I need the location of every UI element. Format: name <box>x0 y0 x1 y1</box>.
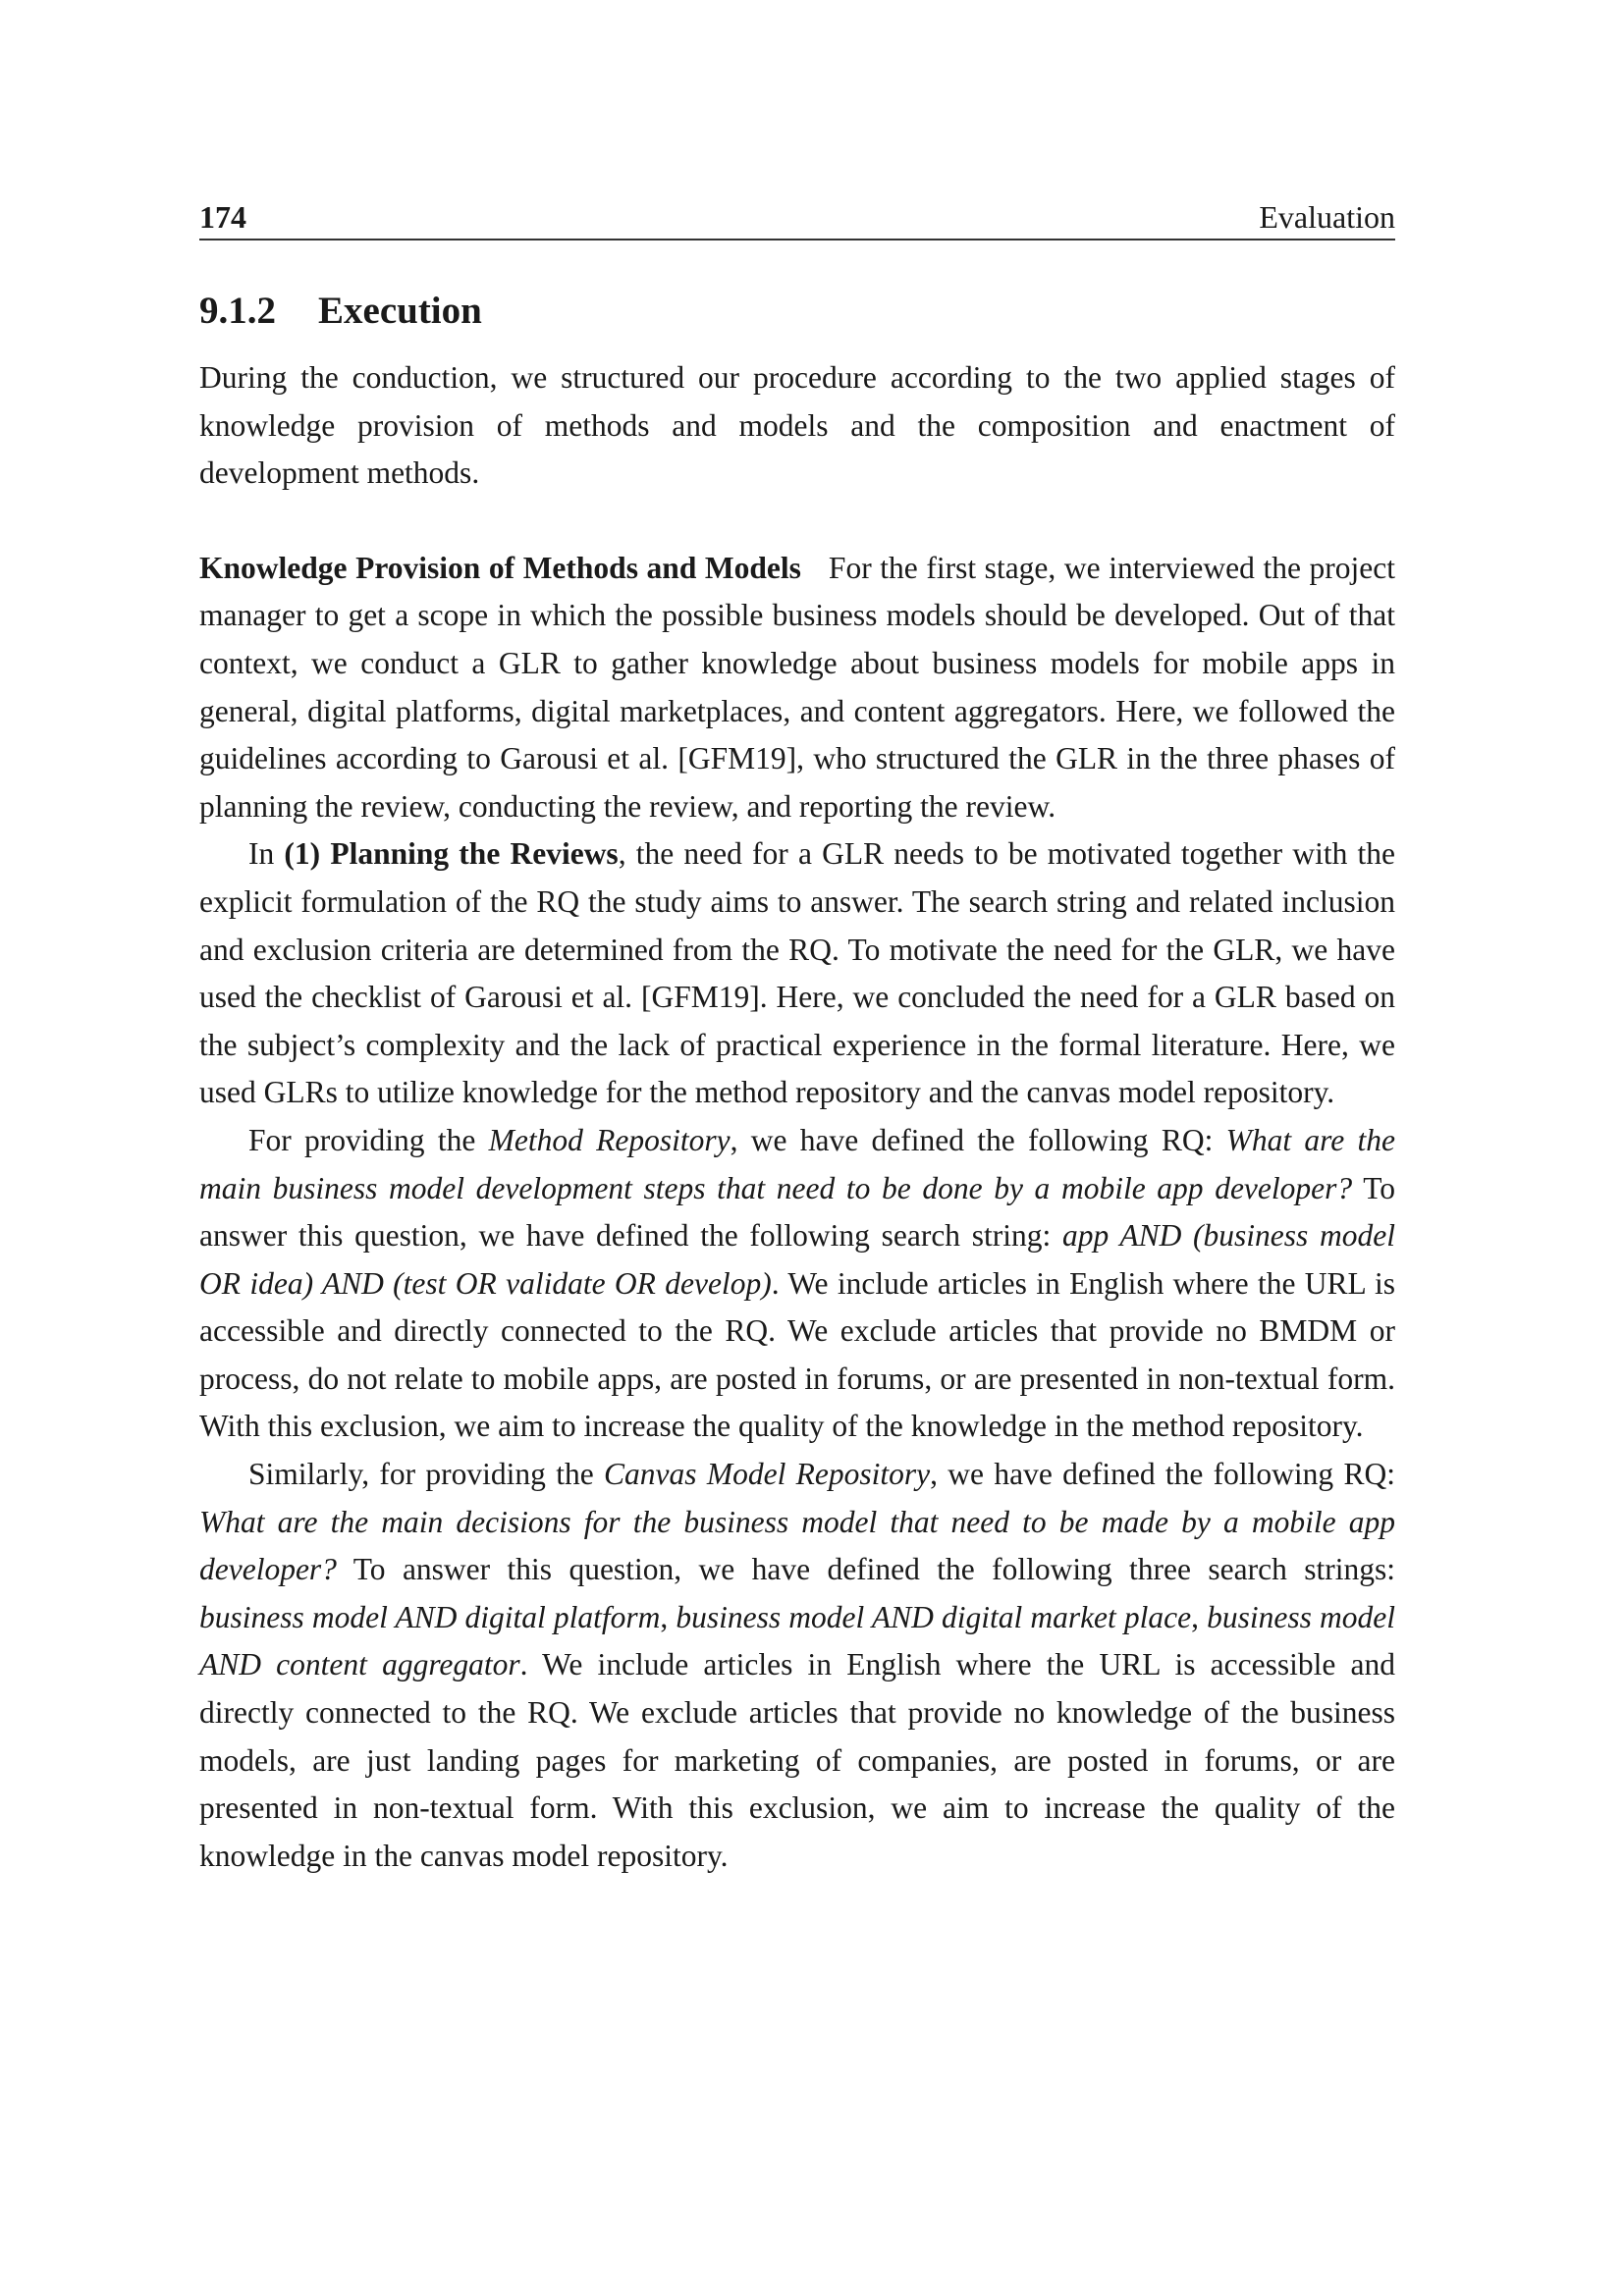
method-search-string: app AND (business model OR idea) AND (test OR validate OR develop) <box>199 1218 1395 1301</box>
canvas-search-string-1: business model AND digital platform <box>199 1599 661 1634</box>
page-content <box>199 191 1395 1880</box>
method-research-question: What are the main business model development steps that need to be done by a mobile app developer? <box>199 1122 1395 1205</box>
page-number: 174 <box>199 199 246 235</box>
intro-paragraph: During the conduction, we structured our procedure according to the two applied stages of knowledge provision of methods and models and the composition and enactment of development methods. <box>199 360 1395 491</box>
section-heading <box>199 287 1395 336</box>
canvas-repository-term: Canvas Model Repository <box>604 1457 931 1492</box>
canvas-text-2: , we have defined the following RQ: <box>930 1457 1395 1492</box>
section-number: 9.1.2 <box>199 290 276 332</box>
canvas-research-question: What are the main decisions for the business model that need to be made by a mobile app developer? <box>199 1504 1395 1587</box>
method-repository-term: Method Repository <box>488 1122 731 1157</box>
method-text-2: , we have defined the following RQ: <box>730 1122 1226 1157</box>
canvas-text-3: To answer this question, we have defined the following three search strings: <box>336 1552 1395 1587</box>
running-header <box>199 191 1395 240</box>
canvas-text-5: , <box>1191 1599 1208 1634</box>
canvas-search-string-2: business model AND digital market place <box>676 1599 1192 1634</box>
chapter-title: Evaluation <box>1259 199 1395 235</box>
run-in-heading: Knowledge Provision of Methods and Models <box>199 550 801 585</box>
knowledge-provision-text: For the first stage, we interviewed the project manager to get a scope in which the possible business models should be developed. Out of that context, we conduct a GLR to gather knowledge about business models for mobile apps in general, digital platforms, digital marketplaces, and content aggregators. Here, we followed the guidelines according to Garousi et al. [GFM19], who structured the GLR in the three phases of planning the review, conducting the review, and reporting the review. <box>199 550 1396 824</box>
planning-bold-term: (1) Planning the Reviews <box>284 836 619 872</box>
canvas-text-4: , <box>660 1599 677 1634</box>
canvas-text-6: . We include articles in English where the URL is accessible and directly connected to the RQ. We exclude articles that provide no knowledge of the business models, are just landing pages for marketing of companies, are posted in forums, or are presented in non-textual form. With this exclusion, we aim to increase the quality of the knowledge in the canvas model repository. <box>199 1647 1396 1873</box>
canvas-repository-paragraph <box>199 1451 1395 1880</box>
planning-text: , the need for a GLR needs to be motivated together with the explicit formulation of the RQ the study aims to answer. The search string and related inclusion and exclusion criteria are determined from the RQ. To motivate the need for the GLR, we have used the checklist of Garousi et al. [GFM19]. Here, we concluded the need for a GLR based on the subject’s complexity and the lack of practical experience in the formal literature. Here, we used GLRs to utilize knowledge for the method repository and the canvas model repository. <box>199 836 1395 1110</box>
canvas-text-1: Similarly, for providing the <box>248 1457 605 1492</box>
section-title: Execution <box>318 290 482 332</box>
planning-paragraph <box>199 830 1395 1117</box>
method-text-3: To answer this question, we have defined the following search string: <box>199 1170 1395 1254</box>
planning-lead: In <box>248 836 285 872</box>
method-repository-paragraph <box>199 1117 1395 1451</box>
method-text-4: . We include articles in English where the URL is accessible and directly connected to the RQ. We exclude articles that provide no BMDM or process, do not relate to mobile apps, are posted in forums, or are presented in non-textual form. With this exclusion, we aim to increase the quality of the knowledge in the method repository. <box>199 1265 1395 1444</box>
method-text-1: For providing the <box>248 1122 489 1157</box>
canvas-search-string-3: business model AND content aggregator <box>199 1599 1395 1682</box>
knowledge-provision-paragraph <box>199 545 1395 831</box>
